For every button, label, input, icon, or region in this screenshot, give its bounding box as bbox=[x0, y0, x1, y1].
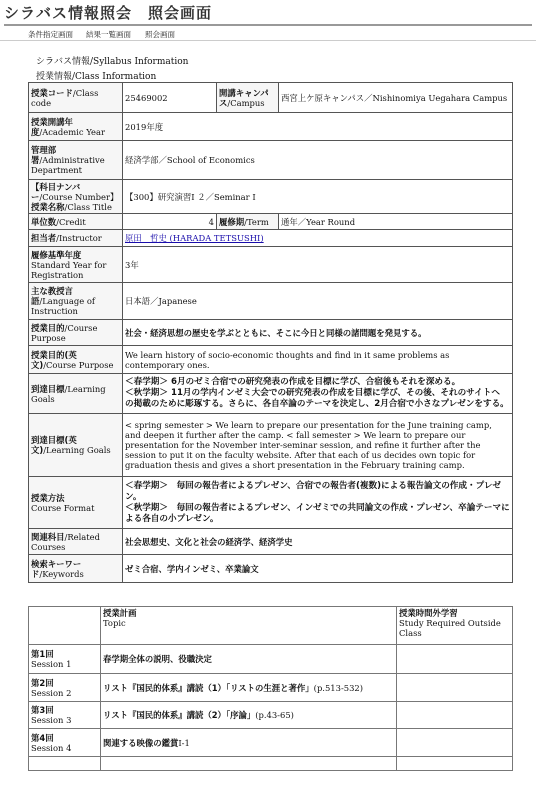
nav-detail-link[interactable]: 照会画面 bbox=[145, 30, 175, 39]
related-value: 社会思想史、文化と社会の経済学、経済学史 bbox=[123, 529, 513, 555]
session-number: 第2回 Session 2 bbox=[29, 674, 101, 702]
goals-value: ＜春学期＞ 6月のゼミ合宿での研究発表の作成を目標に学び、合宿後もそれを深める。 ＜秋学期＞ 11月の学内インゼミ大会での研究発表の作成を目標に学び、その後、それのサイトへ の掲載のために彫琢する。さらに、各自卒論のテーマを決定し、2月合宿で小さなプレゼンをする。 bbox=[123, 374, 513, 414]
session-topic bbox=[101, 757, 397, 771]
nav-search-conditions-link[interactable]: 条件指定画面 bbox=[28, 30, 73, 39]
plan-topic-header: 授業計画 Topic bbox=[101, 607, 397, 645]
session-number: 第3回 Session 3 bbox=[29, 702, 101, 729]
session-topic: 関連する映像の鑑賞I-1 bbox=[101, 729, 397, 757]
keywords-label: 検索キーワー ド/Keywords bbox=[29, 555, 123, 583]
plan-header-row bbox=[29, 607, 513, 645]
session-number: 第4回 Session 4 bbox=[29, 729, 101, 757]
plan-header-empty bbox=[29, 607, 101, 645]
campus-value: 西宮上ケ原キャンパス／Nishinomiya Uegahara Campus bbox=[279, 83, 513, 113]
instructor-label: 担当者/Instructor bbox=[29, 230, 123, 247]
session-number bbox=[29, 757, 101, 771]
language-value: 日本語／Japanese bbox=[123, 283, 513, 320]
plan-study-header: 授業時間外学習 Study Required Outside Class bbox=[397, 607, 513, 645]
row-credit-term bbox=[29, 214, 513, 230]
purpose-en-value: We learn history of socio-economic thoughts and find in it same problems as contemporary ones. bbox=[123, 346, 513, 374]
year-value: 2019年度 bbox=[123, 113, 513, 141]
class-info-table bbox=[28, 82, 513, 583]
lesson-plan-table bbox=[28, 606, 513, 771]
table-row bbox=[29, 674, 513, 702]
row-purpose-en bbox=[29, 346, 513, 374]
year-label: 授業開講年 度/Academic Year bbox=[29, 113, 123, 141]
row-language bbox=[29, 283, 513, 320]
goals-en-value: < spring semester > We learn to prepare our presentation for the June training camp, and deepen it further after the camp. < fall semester > We learn to prepare our presentation for the November inter-seminar session, and refine it further after the session to put it on the faculty website. After that each of us decides own topic for graduation thesis and gives a short presentation in the February training camp. bbox=[123, 414, 513, 477]
standard-year-value: 3年 bbox=[123, 247, 513, 283]
session-number: 第1回 Session 1 bbox=[29, 645, 101, 674]
table-row bbox=[29, 757, 513, 771]
goals-en-label: 到達目標(英 文)/Learning Goals bbox=[29, 414, 123, 477]
row-department bbox=[29, 141, 513, 180]
section-syllabus-heading: シラバス情報/Syllabus Information bbox=[36, 57, 189, 67]
row-goals bbox=[29, 374, 513, 414]
row-format bbox=[29, 477, 513, 529]
language-label: 主な教授言 語/Language of Instruction bbox=[29, 283, 123, 320]
dept-label: 管理部 署/Administrative Department bbox=[29, 141, 123, 180]
nav-bar bbox=[0, 26, 536, 41]
format-label: 授業方法 Course Format bbox=[29, 477, 123, 529]
row-class-code bbox=[29, 83, 513, 113]
row-purpose bbox=[29, 320, 513, 346]
class-code-label: 授業コード/Class code bbox=[29, 83, 123, 113]
session-study bbox=[397, 729, 513, 757]
page-title: シラバス情報照会 照会画面 bbox=[4, 2, 532, 26]
term-value: 通年／Year Round bbox=[279, 214, 513, 230]
instructor-cell bbox=[123, 230, 513, 247]
row-keywords bbox=[29, 555, 513, 583]
session-study bbox=[397, 757, 513, 771]
table-row bbox=[29, 645, 513, 674]
row-standard-year bbox=[29, 247, 513, 283]
row-related bbox=[29, 529, 513, 555]
course-value: 【300】研究演習Ⅰ ２／Seminar I bbox=[123, 180, 513, 214]
session-study bbox=[397, 674, 513, 702]
session-study bbox=[397, 702, 513, 729]
instructor-link[interactable]: 原田 哲史 (HARADA TETSUSHI) bbox=[125, 233, 264, 243]
session-study bbox=[397, 645, 513, 674]
session-topic: リスト『国民的体系』講読（2）「序論」(p.43-65) bbox=[101, 702, 397, 729]
section-class-info-heading: 授業情報/Class Information bbox=[36, 72, 157, 82]
nav-results-list-link[interactable]: 結果一覧画面 bbox=[86, 30, 131, 39]
purpose-en-label: 授業目的(英文)/Course Purpose bbox=[29, 346, 123, 374]
standard-year-label: 履修基準年度 Standard Year for Registration bbox=[29, 247, 123, 283]
table-row bbox=[29, 702, 513, 729]
credit-value: 4 bbox=[123, 214, 217, 230]
row-goals-en bbox=[29, 414, 513, 477]
row-course-title bbox=[29, 180, 513, 214]
purpose-label: 授業目的/Course Purpose bbox=[29, 320, 123, 346]
keywords-value: ゼミ合宿、学内インゼミ、卒業論文 bbox=[123, 555, 513, 583]
campus-label: 開講キャンパ ス/Campus bbox=[217, 83, 279, 113]
row-academic-year bbox=[29, 113, 513, 141]
credit-label: 単位数/Credit bbox=[29, 214, 123, 230]
class-code-value: 25469002 bbox=[123, 83, 217, 113]
format-value: ＜春学期＞ 毎回の報告者によるプレゼン、合宿での報告者(複数)による報告論文の作成・プレゼ ン。 ＜秋学期＞ 毎回の報告者によるプレゼン、インゼミでの共同論文の作成・プレゼン、卒論テーマに よる各自の小プレゼン。 bbox=[123, 477, 513, 529]
session-topic: リスト『国民的体系』講読（1）「リストの生涯と著作」(p.513-532) bbox=[101, 674, 397, 702]
goals-label: 到達目標/Learning Goals bbox=[29, 374, 123, 414]
term-label: 履修期/Term bbox=[217, 214, 279, 230]
course-label: 【科目ナンバー/Course Number】 授業名称/Class Title bbox=[29, 180, 123, 214]
purpose-value: 社会・経済思想の歴史を学ぶとともに、そこに今日と同様の諸問題を発見する。 bbox=[123, 320, 513, 346]
table-row bbox=[29, 729, 513, 757]
dept-value: 経済学部／School of Economics bbox=[123, 141, 513, 180]
row-instructor bbox=[29, 230, 513, 247]
session-topic: 春学期全体の説明、役職決定 bbox=[101, 645, 397, 674]
related-label: 関連科目/Related Courses bbox=[29, 529, 123, 555]
